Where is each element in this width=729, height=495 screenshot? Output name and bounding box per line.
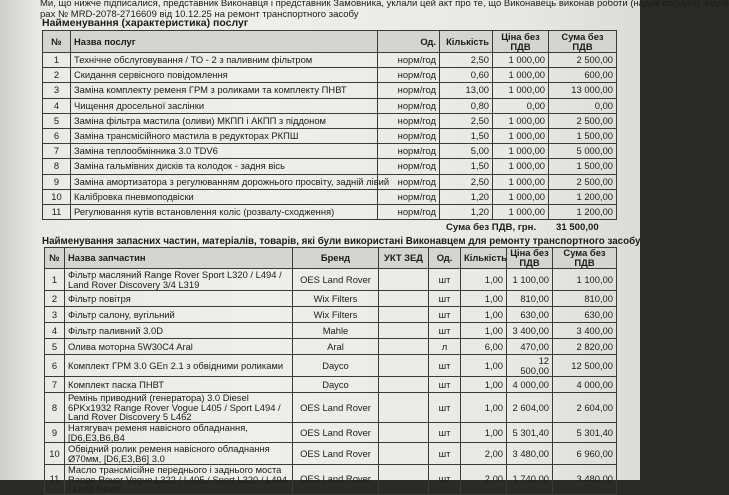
- service-unit: норм/год: [378, 204, 440, 219]
- service-row: [43, 113, 617, 128]
- part-name: Масло трансмісійне переднього і заднього моста Range Rover Vogue L322 / L405 / Sport L320 / L494 / Land Rover: [65, 465, 293, 495]
- part-row: [45, 323, 617, 339]
- service-qty: 13,00: [440, 83, 493, 98]
- service-total: 1 500,00: [549, 159, 617, 174]
- service-name: Калібровка пневмоподвіски: [71, 189, 378, 204]
- part-uktzed: [379, 269, 429, 291]
- services-section-title: Найменування (характеристика) послуг: [42, 17, 249, 29]
- part-no: 11: [45, 465, 65, 495]
- service-unit: норм/год: [378, 83, 440, 98]
- service-price: 1 000,00: [493, 68, 549, 83]
- part-name: Комплект паска ПНВТ: [65, 377, 293, 393]
- part-total: 5 301,40: [553, 423, 617, 443]
- service-name: Заміна гальмівних дисків та колодок - задня вісь: [71, 159, 378, 174]
- service-unit: норм/год: [378, 53, 440, 68]
- part-row: [45, 393, 617, 423]
- part-no: 1: [45, 269, 65, 291]
- parts-header-name: Назва запчастин: [65, 248, 293, 269]
- service-total: 2 500,00: [549, 113, 617, 128]
- part-unit: шт: [429, 465, 461, 495]
- parts-header-total: Сума без ПДВ: [553, 248, 617, 269]
- service-total: 5 000,00: [549, 144, 617, 159]
- part-row: [45, 269, 617, 291]
- part-no: 5: [45, 339, 65, 355]
- part-no: 10: [45, 443, 65, 465]
- part-brand: OES Land Rover: [293, 269, 379, 291]
- service-no: 4: [43, 98, 71, 113]
- part-no: 4: [45, 323, 65, 339]
- service-total: 0,00: [549, 98, 617, 113]
- part-uktzed: [379, 323, 429, 339]
- part-total: 1 100,00: [553, 269, 617, 291]
- part-row: [45, 443, 617, 465]
- part-brand: Dayco: [293, 355, 379, 377]
- service-price: 1 000,00: [493, 204, 549, 219]
- header-price: Ціна без ПДВ: [493, 31, 549, 53]
- service-name: Заміна фільтра мастила (оливи) МКПП і АКПП з піддоном: [71, 113, 378, 128]
- part-row: [45, 291, 617, 307]
- part-uktzed: [379, 291, 429, 307]
- services-sum-label: Сума без ПДВ, грн.: [446, 222, 537, 233]
- parts-header-no: №: [45, 248, 65, 269]
- part-qty: 2,00: [461, 465, 507, 495]
- header-no: №: [43, 31, 71, 53]
- part-brand: OES Land Rover: [293, 423, 379, 443]
- service-qty: 0,60: [440, 68, 493, 83]
- service-unit: норм/год: [378, 128, 440, 143]
- service-total: 13 000,00: [549, 83, 617, 98]
- part-name: Натягувач ременя навісного обладнання, [D6,E3,B6,B4: [65, 423, 293, 443]
- service-qty: 2,50: [440, 174, 493, 189]
- part-uktzed: [379, 393, 429, 423]
- part-qty: 6,00: [461, 339, 507, 355]
- header-name: Назва послуг: [71, 31, 378, 53]
- part-unit: шт: [429, 423, 461, 443]
- part-name: Олива моторна 5W30C4 Aral: [65, 339, 293, 355]
- parts-header-uktzed: УКТ ЗЕД: [379, 248, 429, 269]
- service-name: Регулювання кутів встановлення коліс (розвалу-сходження): [71, 204, 378, 219]
- header-unit: Од.: [378, 31, 440, 53]
- part-total: 630,00: [553, 307, 617, 323]
- part-no: 6: [45, 355, 65, 377]
- part-price: 1 100,00: [507, 269, 553, 291]
- service-price: 1 000,00: [493, 159, 549, 174]
- part-brand: Wix Filters: [293, 291, 379, 307]
- part-row: [45, 355, 617, 377]
- preamble-line-2: рах № MRD-2078-2716609 від 10.12.25 на ремонт транспортного засобу: [40, 9, 359, 20]
- part-qty: 1,00: [461, 423, 507, 443]
- part-total: 12 500,00: [553, 355, 617, 377]
- service-name: Заміна теплообмінника 3.0 TDV6: [71, 144, 378, 159]
- service-price: 0,00: [493, 98, 549, 113]
- part-brand: Mahle: [293, 323, 379, 339]
- part-qty: 1,00: [461, 269, 507, 291]
- service-unit: норм/год: [378, 159, 440, 174]
- service-row: [43, 204, 617, 219]
- part-unit: шт: [429, 355, 461, 377]
- part-name: Фільтр повітря: [65, 291, 293, 307]
- part-no: 7: [45, 377, 65, 393]
- part-total: 6 960,00: [553, 443, 617, 465]
- part-unit: шт: [429, 377, 461, 393]
- service-price: 1 000,00: [493, 174, 549, 189]
- service-no: 3: [43, 83, 71, 98]
- part-name: Ремінь приводний (генератора) 3.0 Diesel 6PKx1932 Range Rover Vogue L405 / Sport L494 / Land Rover Discovery 5 L462: [65, 393, 293, 423]
- part-price: 4 000,00: [507, 377, 553, 393]
- part-total: 4 000,00: [553, 377, 617, 393]
- preamble-line-1: Ми, що нижче підписалися, представник Виконавця і представник Замовника, уклали цей акт про те, що Виконавець виконав роботи (надав послуги) згідно: [40, 0, 729, 9]
- service-row: [43, 189, 617, 204]
- service-price: 1 000,00: [493, 144, 549, 159]
- service-total: 1 200,00: [549, 189, 617, 204]
- service-unit: норм/год: [378, 113, 440, 128]
- parts-section-title: Найменування запасних частин, матеріалів, товарів, які були використані Виконавцем для ремонту транспортного засобу: [42, 236, 641, 247]
- part-no: 9: [45, 423, 65, 443]
- parts-header-row: [45, 248, 617, 269]
- part-row: [45, 423, 617, 443]
- part-qty: 1,00: [461, 393, 507, 423]
- service-qty: 5,00: [440, 144, 493, 159]
- part-total: 3 400,00: [553, 323, 617, 339]
- service-price: 1 000,00: [493, 113, 549, 128]
- service-no: 10: [43, 189, 71, 204]
- service-row: [43, 53, 617, 68]
- part-name: Обвідний ролик ременя навісного обладнання Ø70мм, [D6,E3,B6] 3.0: [65, 443, 293, 465]
- part-name: Фільтр масляний Range Rover Sport L320 / L494 / Land Rover Discovery 3/4 L319: [65, 269, 293, 291]
- parts-header-unit: Од.: [429, 248, 461, 269]
- part-row: [45, 465, 617, 495]
- part-unit: л: [429, 339, 461, 355]
- part-uktzed: [379, 339, 429, 355]
- service-row: [43, 174, 617, 189]
- part-row: [45, 307, 617, 323]
- services-sum-value: 31 500,00: [556, 222, 599, 233]
- service-total: 2 500,00: [549, 53, 617, 68]
- services-table: [42, 30, 617, 220]
- part-uktzed: [379, 465, 429, 495]
- parts-table: [44, 247, 617, 495]
- part-total: 2 820,00: [553, 339, 617, 355]
- part-total: 3 480,00: [553, 465, 617, 495]
- part-unit: шт: [429, 393, 461, 423]
- part-price: 810,00: [507, 291, 553, 307]
- service-name: Технічне обслуговування / ТО - 2 з паливним фільтром: [71, 53, 378, 68]
- part-unit: шт: [429, 307, 461, 323]
- part-price: 3 400,00: [507, 323, 553, 339]
- service-qty: 1,20: [440, 204, 493, 219]
- service-name: Скидання сервісного повідомлення: [71, 68, 378, 83]
- service-qty: 0,80: [440, 98, 493, 113]
- service-row: [43, 83, 617, 98]
- header-qty: Кількість: [440, 31, 493, 53]
- service-name: Чищення дросельної заслінки: [71, 98, 378, 113]
- part-qty: 2,00: [461, 443, 507, 465]
- service-name: Заміна амортизатора з регулюванням дорожнього просвіту, задній лівий: [71, 174, 378, 189]
- service-row: [43, 68, 617, 83]
- service-unit: норм/год: [378, 98, 440, 113]
- part-qty: 1,00: [461, 323, 507, 339]
- service-no: 7: [43, 144, 71, 159]
- service-price: 1 000,00: [493, 83, 549, 98]
- service-qty: 1,20: [440, 189, 493, 204]
- part-qty: 1,00: [461, 291, 507, 307]
- part-no: 3: [45, 307, 65, 323]
- service-no: 8: [43, 159, 71, 174]
- service-no: 5: [43, 113, 71, 128]
- part-brand: OES Land Rover: [293, 465, 379, 495]
- service-no: 6: [43, 128, 71, 143]
- service-unit: норм/год: [378, 189, 440, 204]
- service-price: 1 000,00: [493, 53, 549, 68]
- part-brand: Wix Filters: [293, 307, 379, 323]
- part-price: 12 500,00: [507, 355, 553, 377]
- service-no: 9: [43, 174, 71, 189]
- part-price: 470,00: [507, 339, 553, 355]
- part-price: 3 480,00: [507, 443, 553, 465]
- part-uktzed: [379, 423, 429, 443]
- services-header-row: [43, 31, 617, 53]
- parts-header-price: Ціна без ПДВ: [507, 248, 553, 269]
- service-name: Заміна комплекту ременя ГРМ з роликами та комплекту ПНВТ: [71, 83, 378, 98]
- part-price: 630,00: [507, 307, 553, 323]
- part-uktzed: [379, 443, 429, 465]
- service-no: 11: [43, 204, 71, 219]
- part-qty: 1,00: [461, 355, 507, 377]
- part-brand: Dayco: [293, 377, 379, 393]
- service-name: Заміна трансмісійного мастила в редукторах РКПШ: [71, 128, 378, 143]
- part-unit: шт: [429, 269, 461, 291]
- part-qty: 1,00: [461, 307, 507, 323]
- part-total: 810,00: [553, 291, 617, 307]
- part-total: 2 604,00: [553, 393, 617, 423]
- part-name: Комплект ГРМ 3.0 GEn 2.1 з обвідними роликами: [65, 355, 293, 377]
- part-unit: шт: [429, 323, 461, 339]
- service-price: 1 000,00: [493, 128, 549, 143]
- service-total: 1 200,00: [549, 204, 617, 219]
- service-unit: норм/год: [378, 144, 440, 159]
- service-qty: 1,50: [440, 159, 493, 174]
- service-total: 2 500,00: [549, 174, 617, 189]
- header-total: Сума без ПДВ: [549, 31, 617, 53]
- service-total: 1 500,00: [549, 128, 617, 143]
- part-row: [45, 339, 617, 355]
- part-row: [45, 377, 617, 393]
- service-row: [43, 159, 617, 174]
- service-total: 600,00: [549, 68, 617, 83]
- service-price: 1 000,00: [493, 189, 549, 204]
- part-uktzed: [379, 355, 429, 377]
- part-name: Фільтр салону, вугільний: [65, 307, 293, 323]
- part-unit: шт: [429, 443, 461, 465]
- part-name: Фільтр паливний 3.0D: [65, 323, 293, 339]
- part-brand: Aral: [293, 339, 379, 355]
- service-qty: 1,50: [440, 128, 493, 143]
- service-unit: норм/год: [378, 68, 440, 83]
- part-uktzed: [379, 377, 429, 393]
- service-row: [43, 144, 617, 159]
- service-no: 2: [43, 68, 71, 83]
- part-qty: 1,00: [461, 377, 507, 393]
- service-unit: норм/год: [378, 174, 440, 189]
- part-brand: OES Land Rover: [293, 393, 379, 423]
- service-row: [43, 98, 617, 113]
- service-no: 1: [43, 53, 71, 68]
- part-uktzed: [379, 307, 429, 323]
- part-price: 2 604,00: [507, 393, 553, 423]
- part-no: 8: [45, 393, 65, 423]
- part-price: 1 740,00: [507, 465, 553, 495]
- service-row: [43, 128, 617, 143]
- part-brand: OES Land Rover: [293, 443, 379, 465]
- part-price: 5 301,40: [507, 423, 553, 443]
- parts-header-brand: Бренд: [293, 248, 379, 269]
- service-qty: 2,50: [440, 53, 493, 68]
- service-qty: 2,50: [440, 113, 493, 128]
- parts-header-qty: Кількість: [461, 248, 507, 269]
- part-no: 2: [45, 291, 65, 307]
- part-unit: шт: [429, 291, 461, 307]
